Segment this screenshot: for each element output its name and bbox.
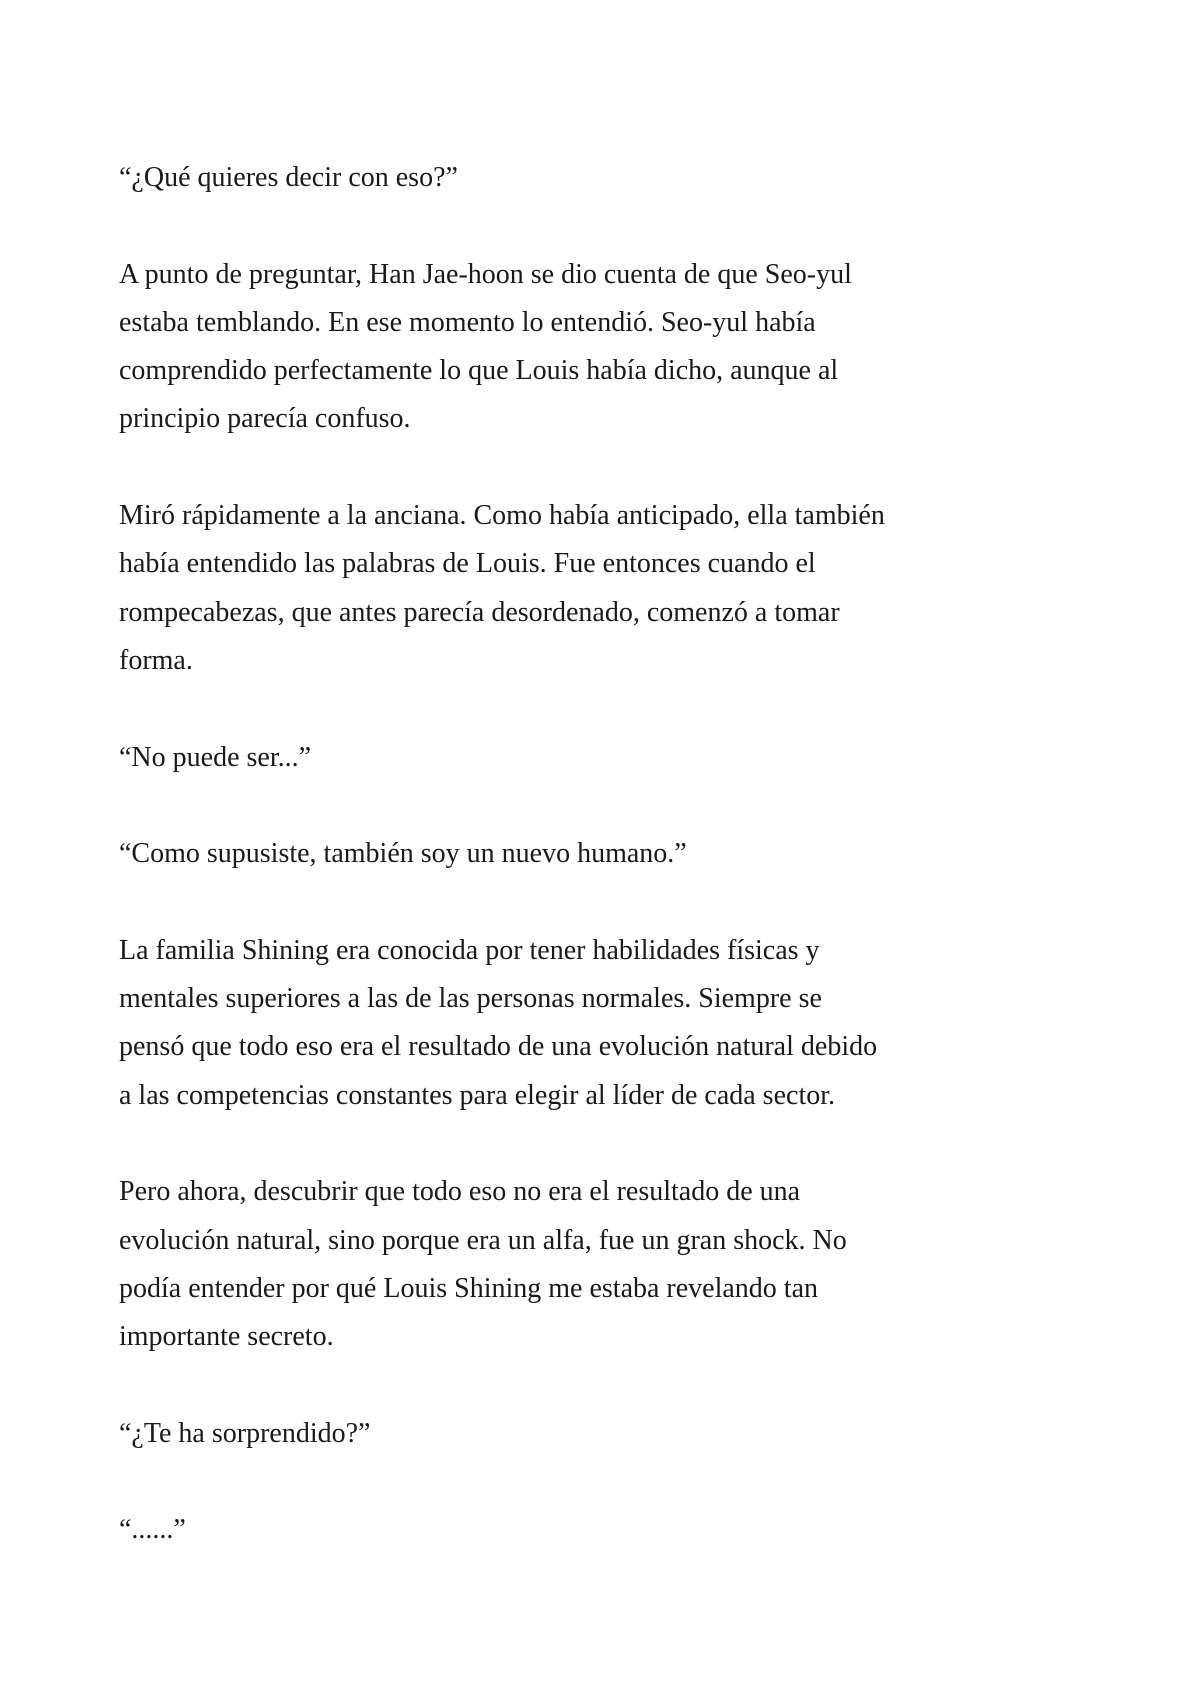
text-line: comprendido perfectamente lo que Louis había dicho, aunque al — [119, 355, 839, 387]
text-line: Pero ahora, descubrir que todo eso no era el resultado de una — [119, 1176, 801, 1208]
text-line: forma. — [119, 644, 193, 676]
paragraph — [119, 734, 1200, 782]
paragraph — [119, 251, 1200, 444]
text-line: rompecabezas, que antes parecía desordenado, comenzó a tomar — [119, 596, 840, 628]
text-line: mentales superiores a las de las personas normales. Siempre se — [119, 983, 822, 1015]
paragraph — [119, 830, 1200, 878]
text-line: a las competencias constantes para elegir al líder de cada sector. — [119, 1079, 835, 1111]
text-line: importante secreto. — [119, 1321, 334, 1353]
text-line: podía entender por qué Louis Shining me estaba revelando tan — [119, 1272, 819, 1304]
paragraph — [119, 927, 1200, 1120]
paragraph — [119, 154, 1200, 202]
text-line: “......” — [119, 1514, 186, 1546]
text-line: había entendido las palabras de Louis. Fue entonces cuando el — [119, 548, 816, 580]
text-line: principio parecía confuso. — [119, 403, 411, 435]
text-line: “No puede ser...” — [119, 741, 312, 773]
paragraph — [119, 1168, 1200, 1361]
paragraph — [119, 1410, 1200, 1458]
text-line: La familia Shining era conocida por tener habilidades físicas y — [119, 934, 820, 966]
document-body — [119, 154, 1200, 1555]
text-line: “Como supusiste, también soy un nuevo humano.” — [119, 838, 687, 870]
text-line: pensó que todo eso era el resultado de una evolución natural debido — [119, 1031, 878, 1063]
text-line: “¿Qué quieres decir con eso?” — [119, 162, 458, 193]
text-line: A punto de preguntar, Han Jae-hoon se dio cuenta de que Seo-yul — [119, 258, 852, 290]
text-line: estaba temblando. En ese momento lo entendió. Seo-yul había — [119, 306, 816, 338]
text-line: Miró rápidamente a la anciana. Como había anticipado, ella también — [119, 500, 885, 532]
text-line: “¿Te ha sorprendido?” — [119, 1417, 371, 1449]
paragraph — [119, 1506, 1200, 1554]
paragraph — [119, 492, 1200, 685]
text-line: evolución natural, sino porque era un alfa, fue un gran shock. No — [119, 1224, 847, 1256]
